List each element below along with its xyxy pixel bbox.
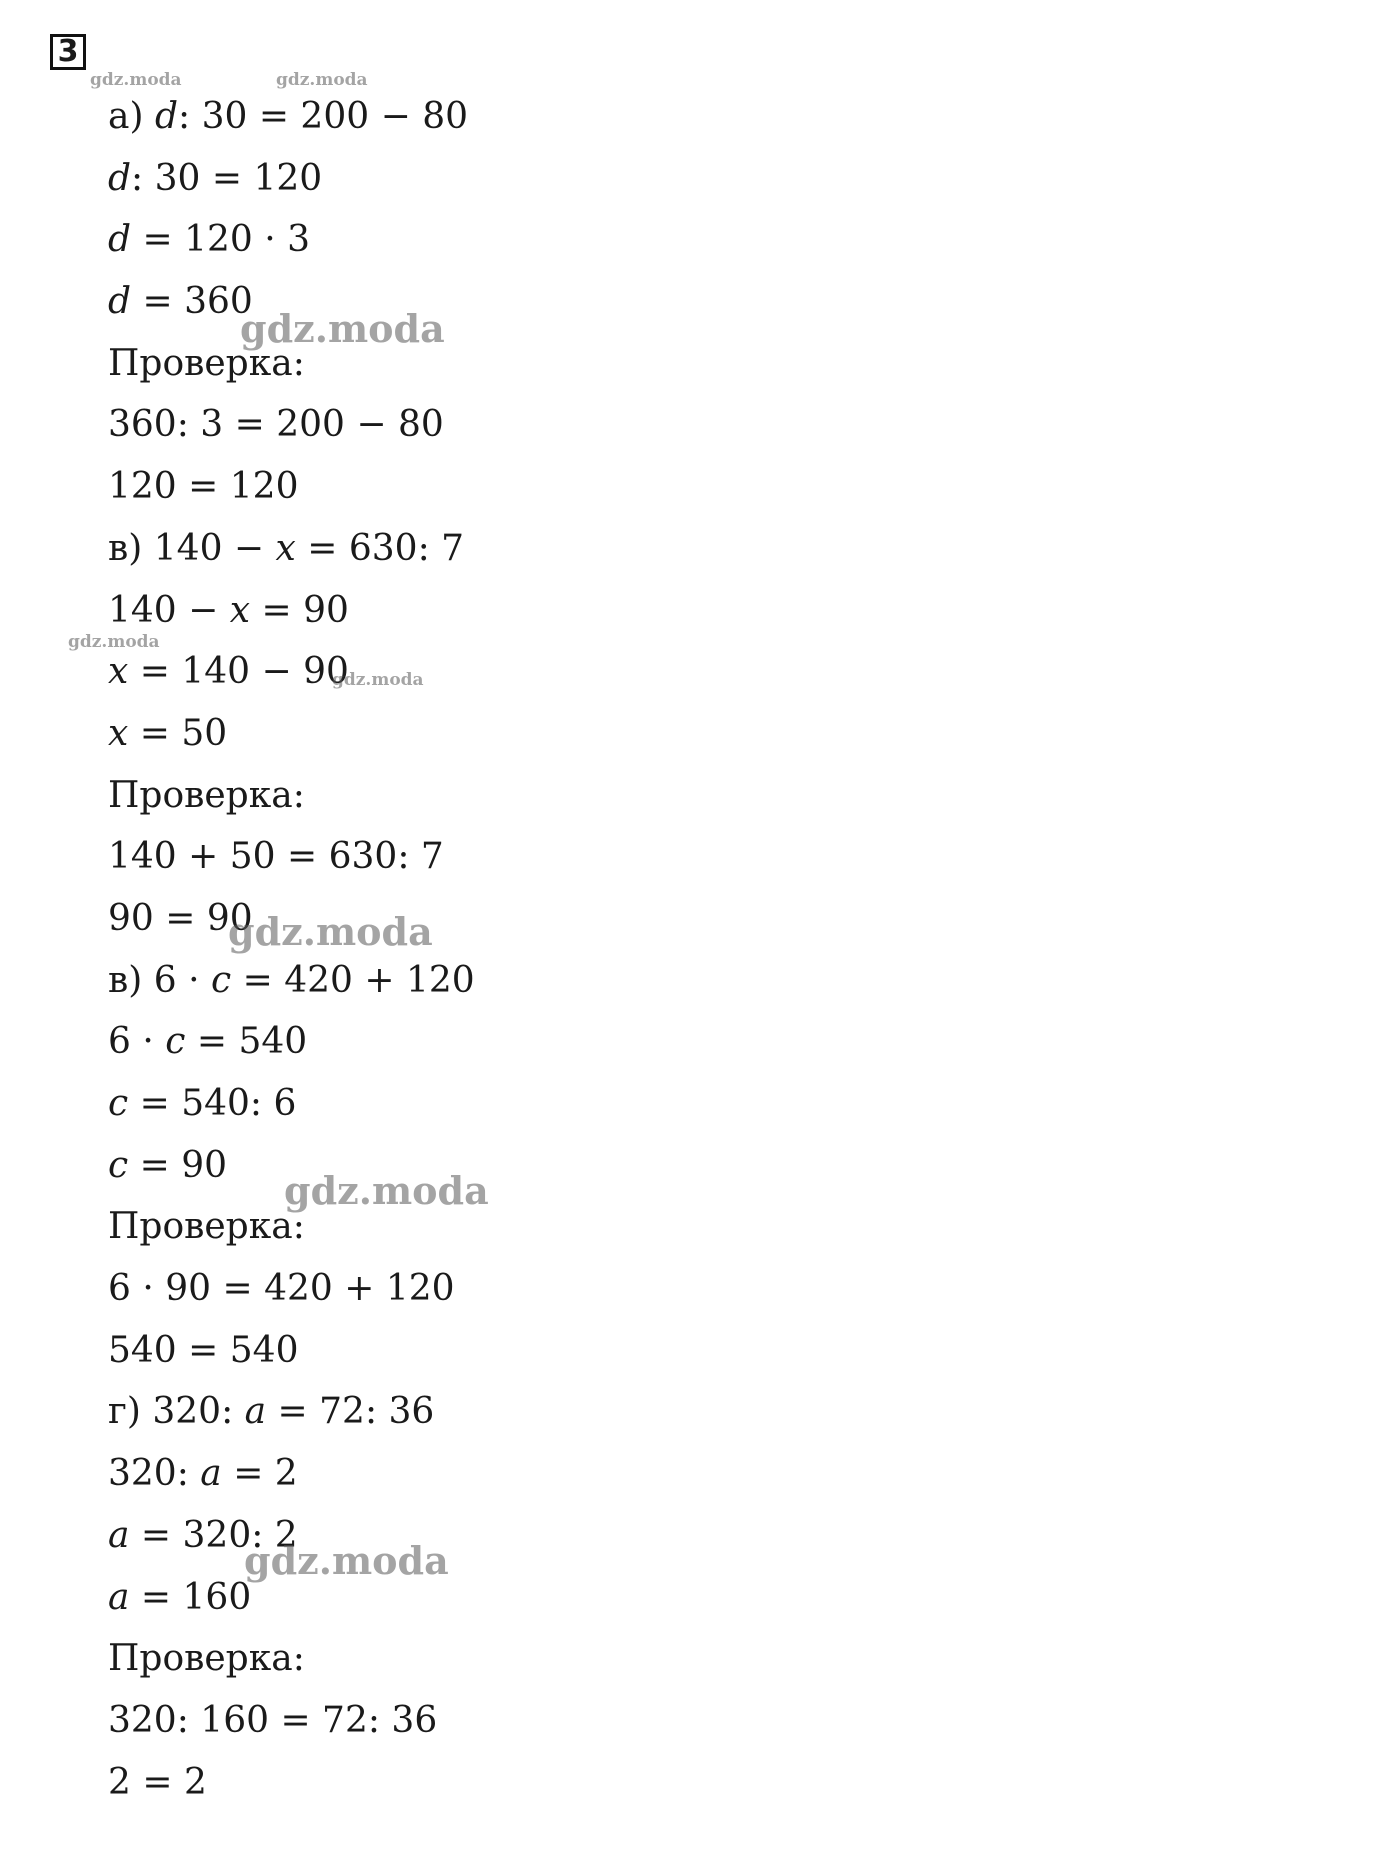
equation-line: 𝑎 = 320: 2	[108, 1514, 298, 1556]
equation-line: а) 𝑑: 30 = 200 − 80	[108, 96, 468, 137]
equation-line: 320: 160 = 72: 36	[108, 1699, 438, 1741]
equation-line: 𝑑 = 360	[108, 281, 253, 323]
equation-line: 2 = 2	[108, 1761, 207, 1803]
equation-line: 320: 𝑎 = 2	[108, 1453, 298, 1495]
equation-line: 90 = 90	[108, 897, 253, 939]
watermark: gdz.moda	[332, 670, 424, 690]
watermark: gdz.moda	[244, 1538, 449, 1583]
equation-line: в) 140 − 𝑥 = 630: 7	[108, 527, 465, 569]
watermark: gdz.moda	[90, 70, 182, 90]
equation-line: 6 · 𝑐 = 540	[108, 1021, 308, 1063]
watermark: gdz.moda	[240, 306, 445, 351]
equation-line: 𝑑: 30 = 120	[108, 157, 323, 199]
equation-line: 120 = 120	[108, 466, 299, 508]
equation-line: 𝑎 = 160	[108, 1576, 252, 1618]
watermark: gdz.moda	[284, 1168, 489, 1213]
equation-line: г) 320: 𝑎 = 72: 36	[108, 1391, 435, 1433]
equation-line: 𝑥 = 140 − 90	[108, 651, 349, 693]
equation-line: 540 = 540	[108, 1329, 299, 1371]
equation-line: 360: 3 = 200 − 80	[108, 404, 444, 446]
task-number-box: 3	[50, 34, 86, 70]
equation-line: 𝑥 = 50	[108, 712, 228, 754]
equation-line: 𝑑 = 120 · 3	[108, 219, 311, 261]
equation-line: 140 − 𝑥 = 90	[108, 589, 349, 631]
check-heading: Проверка:	[108, 774, 305, 816]
equation-line: 𝑐 = 540: 6	[108, 1083, 297, 1124]
equation-line: 𝑐 = 90	[108, 1144, 228, 1186]
equation-line: 6 · 90 = 420 + 120	[108, 1268, 455, 1310]
watermark: gdz.moda	[276, 70, 368, 90]
check-heading: Проверка:	[108, 1206, 305, 1248]
check-heading: Проверка:	[108, 1638, 305, 1680]
equation-line: в) 6 · 𝑐 = 420 + 120	[108, 959, 475, 1001]
watermark: gdz.moda	[68, 632, 160, 652]
equation-line: 140 + 50 = 630: 7	[108, 836, 444, 878]
check-heading: Проверка:	[108, 342, 305, 384]
watermark: gdz.moda	[228, 909, 433, 954]
